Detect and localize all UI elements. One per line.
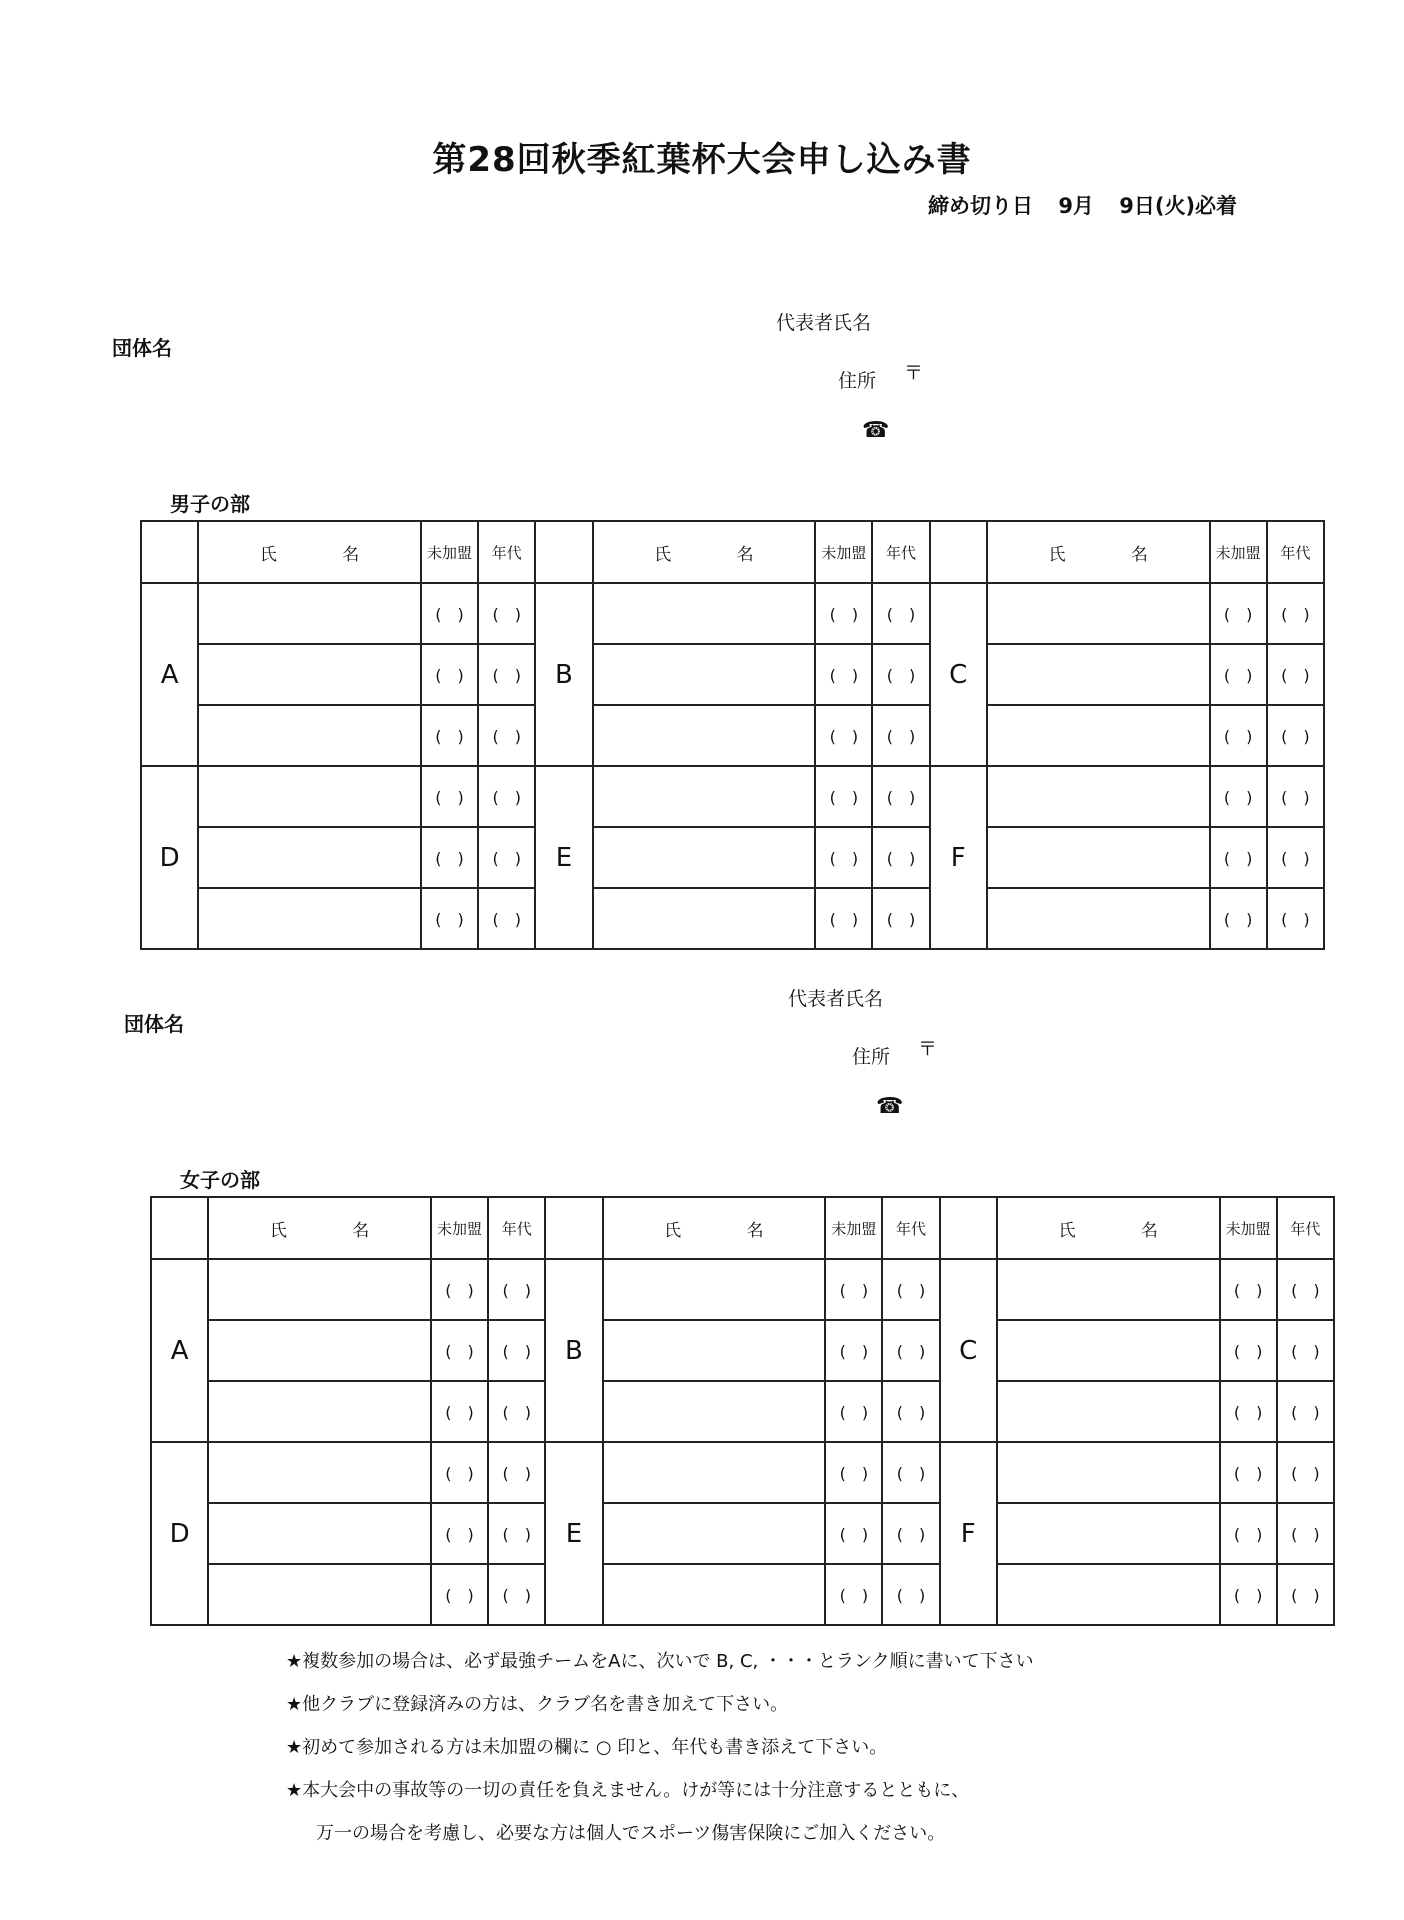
age-field[interactable]: ( ) bbox=[488, 1564, 545, 1625]
name-field[interactable] bbox=[997, 1381, 1220, 1442]
table-row bbox=[151, 1503, 1334, 1564]
unaffiliated-field[interactable]: ( ) bbox=[815, 888, 872, 949]
header-team-col bbox=[545, 1197, 602, 1259]
unaffiliated-field[interactable]: ( ) bbox=[421, 766, 478, 827]
team-label-b: B bbox=[545, 1259, 602, 1442]
name-field[interactable] bbox=[997, 1564, 1220, 1625]
unaffiliated-field[interactable]: ( ) bbox=[431, 1259, 488, 1320]
name-field[interactable] bbox=[593, 644, 816, 705]
unaffiliated-field[interactable]: ( ) bbox=[421, 888, 478, 949]
group-name-label-1: 団体名 bbox=[112, 336, 172, 360]
table-row bbox=[141, 827, 1324, 888]
tel-icon-2: ☎ bbox=[876, 1094, 904, 1119]
rep-name-label-1: 代表者氏名 bbox=[776, 312, 872, 334]
age-field[interactable]: ( ) bbox=[1267, 644, 1324, 705]
name-field[interactable] bbox=[208, 1503, 431, 1564]
deadline-day: 9日(火)必着 bbox=[1119, 194, 1238, 218]
rep-name-label-2: 代表者氏名 bbox=[788, 988, 884, 1010]
name-field[interactable] bbox=[997, 1259, 1220, 1320]
header-name: 氏 名 bbox=[997, 1197, 1220, 1259]
age-field[interactable]: ( ) bbox=[1277, 1259, 1334, 1320]
header-name: 氏 名 bbox=[208, 1197, 431, 1259]
header-team-col bbox=[141, 521, 198, 583]
team-label-e: E bbox=[535, 766, 592, 949]
postal-mark-1: 〒 bbox=[904, 362, 924, 384]
age-field[interactable]: ( ) bbox=[1267, 705, 1324, 766]
name-field[interactable] bbox=[208, 1320, 431, 1381]
age-field[interactable]: ( ) bbox=[488, 1320, 545, 1381]
age-field[interactable]: ( ) bbox=[1277, 1564, 1334, 1625]
unaffiliated-field[interactable]: ( ) bbox=[421, 644, 478, 705]
note-item: ★初めて参加される方は未加盟の欄に ○ 印と、年代も書き添えて下さい。 bbox=[286, 1737, 888, 1758]
name-field[interactable] bbox=[593, 827, 816, 888]
unaffiliated-field[interactable]: ( ) bbox=[825, 1320, 882, 1381]
table-row bbox=[141, 583, 1324, 644]
name-field[interactable] bbox=[208, 1564, 431, 1625]
age-field[interactable]: ( ) bbox=[882, 1503, 939, 1564]
age-field[interactable]: ( ) bbox=[872, 888, 929, 949]
name-field[interactable] bbox=[603, 1381, 826, 1442]
unaffiliated-field[interactable]: ( ) bbox=[431, 1381, 488, 1442]
header-team-col bbox=[151, 1197, 208, 1259]
name-field[interactable] bbox=[198, 888, 421, 949]
men-entry-table bbox=[140, 520, 1325, 950]
name-field[interactable] bbox=[198, 644, 421, 705]
table-row bbox=[141, 888, 1324, 949]
unaffiliated-field[interactable]: ( ) bbox=[815, 827, 872, 888]
unaffiliated-field[interactable]: ( ) bbox=[1210, 583, 1267, 644]
unaffiliated-field[interactable]: ( ) bbox=[1210, 766, 1267, 827]
header-unaffiliated: 未加盟 bbox=[825, 1197, 882, 1259]
name-field[interactable] bbox=[198, 583, 421, 644]
age-field[interactable]: ( ) bbox=[478, 827, 535, 888]
unaffiliated-field[interactable]: ( ) bbox=[1220, 1564, 1277, 1625]
age-field[interactable]: ( ) bbox=[1277, 1442, 1334, 1503]
age-field[interactable]: ( ) bbox=[478, 644, 535, 705]
age-field[interactable]: ( ) bbox=[488, 1259, 545, 1320]
name-field[interactable] bbox=[987, 827, 1210, 888]
name-field[interactable] bbox=[987, 583, 1210, 644]
name-field[interactable] bbox=[997, 1442, 1220, 1503]
header-team-col bbox=[535, 521, 592, 583]
header-unaffiliated: 未加盟 bbox=[1220, 1197, 1277, 1259]
team-label-a: A bbox=[141, 583, 198, 766]
header-age: 年代 bbox=[1267, 521, 1324, 583]
note-item-continuation: 万一の場合を考慮し、必要な方は個人でスポーツ傷害保険にご加入ください。 bbox=[316, 1823, 946, 1844]
age-field[interactable]: ( ) bbox=[1267, 888, 1324, 949]
header-name: 氏 名 bbox=[198, 521, 421, 583]
unaffiliated-field[interactable]: ( ) bbox=[421, 827, 478, 888]
unaffiliated-field[interactable]: ( ) bbox=[825, 1381, 882, 1442]
name-field[interactable] bbox=[198, 705, 421, 766]
name-field[interactable] bbox=[208, 1381, 431, 1442]
note-item: ★他クラブに登録済みの方は、クラブ名を書き加えて下さい。 bbox=[286, 1694, 789, 1715]
name-field[interactable] bbox=[198, 827, 421, 888]
team-label-d: D bbox=[151, 1442, 208, 1625]
header-name: 氏 名 bbox=[987, 521, 1210, 583]
age-field[interactable]: ( ) bbox=[1277, 1503, 1334, 1564]
name-field[interactable] bbox=[603, 1503, 826, 1564]
name-field[interactable] bbox=[603, 1320, 826, 1381]
team-label-f: F bbox=[930, 766, 987, 949]
name-field[interactable] bbox=[593, 888, 816, 949]
unaffiliated-field[interactable]: ( ) bbox=[825, 1503, 882, 1564]
unaffiliated-field[interactable]: ( ) bbox=[815, 766, 872, 827]
unaffiliated-field[interactable]: ( ) bbox=[1220, 1503, 1277, 1564]
header-unaffiliated: 未加盟 bbox=[431, 1197, 488, 1259]
unaffiliated-field[interactable]: ( ) bbox=[1220, 1259, 1277, 1320]
unaffiliated-field[interactable]: ( ) bbox=[421, 583, 478, 644]
name-field[interactable] bbox=[987, 705, 1210, 766]
age-field[interactable]: ( ) bbox=[478, 705, 535, 766]
team-label-a: A bbox=[151, 1259, 208, 1442]
table-row bbox=[141, 644, 1324, 705]
section-title-women: 女子の部 bbox=[180, 1168, 260, 1192]
table-row bbox=[151, 1320, 1334, 1381]
women-entry-table bbox=[150, 1196, 1335, 1626]
tel-icon-1: ☎ bbox=[862, 418, 890, 443]
address-label-2: 住所 bbox=[852, 1046, 891, 1068]
name-field[interactable] bbox=[593, 705, 816, 766]
age-field[interactable]: ( ) bbox=[1267, 766, 1324, 827]
table-row bbox=[151, 1381, 1334, 1442]
unaffiliated-field[interactable]: ( ) bbox=[1210, 888, 1267, 949]
age-field[interactable]: ( ) bbox=[872, 583, 929, 644]
unaffiliated-field[interactable]: ( ) bbox=[825, 1259, 882, 1320]
form-title: 第28回秋季紅葉杯大会申し込み書 bbox=[432, 140, 972, 180]
header-team-col bbox=[930, 521, 987, 583]
deadline bbox=[928, 190, 1255, 220]
unaffiliated-field[interactable]: ( ) bbox=[815, 705, 872, 766]
section-title-men: 男子の部 bbox=[170, 492, 250, 516]
name-field[interactable] bbox=[987, 888, 1210, 949]
team-label-f: F bbox=[940, 1442, 997, 1625]
team-label-c: C bbox=[940, 1259, 997, 1442]
header-unaffiliated: 未加盟 bbox=[1210, 521, 1267, 583]
header-age: 年代 bbox=[882, 1197, 939, 1259]
name-field[interactable] bbox=[593, 766, 816, 827]
team-label-b: B bbox=[535, 583, 592, 766]
name-field[interactable] bbox=[997, 1320, 1220, 1381]
age-field[interactable]: ( ) bbox=[872, 644, 929, 705]
name-field[interactable] bbox=[198, 766, 421, 827]
note-item: ★本大会中の事故等の一切の責任を負えません。けが等には十分注意するとともに、 bbox=[286, 1780, 970, 1801]
name-field[interactable] bbox=[987, 766, 1210, 827]
unaffiliated-field[interactable]: ( ) bbox=[431, 1503, 488, 1564]
name-field[interactable] bbox=[603, 1442, 826, 1503]
age-field[interactable]: ( ) bbox=[478, 583, 535, 644]
table-row bbox=[151, 1564, 1334, 1625]
header-age: 年代 bbox=[488, 1197, 545, 1259]
age-field[interactable]: ( ) bbox=[1267, 583, 1324, 644]
age-field[interactable]: ( ) bbox=[1267, 827, 1324, 888]
age-field[interactable]: ( ) bbox=[488, 1442, 545, 1503]
postal-mark-2: 〒 bbox=[918, 1038, 938, 1060]
header-age: 年代 bbox=[1277, 1197, 1334, 1259]
table-row bbox=[151, 1259, 1334, 1320]
age-field[interactable]: ( ) bbox=[1277, 1381, 1334, 1442]
unaffiliated-field[interactable]: ( ) bbox=[1210, 644, 1267, 705]
name-field[interactable] bbox=[208, 1259, 431, 1320]
header-name: 氏 名 bbox=[593, 521, 816, 583]
deadline-label: 締め切り日 bbox=[928, 194, 1033, 218]
name-field[interactable] bbox=[603, 1564, 826, 1625]
age-field[interactable]: ( ) bbox=[872, 705, 929, 766]
name-field[interactable] bbox=[987, 644, 1210, 705]
unaffiliated-field[interactable]: ( ) bbox=[815, 583, 872, 644]
header-age: 年代 bbox=[872, 521, 929, 583]
name-field[interactable] bbox=[603, 1259, 826, 1320]
header-name: 氏 名 bbox=[603, 1197, 826, 1259]
age-field[interactable]: ( ) bbox=[478, 766, 535, 827]
team-label-e: E bbox=[545, 1442, 602, 1625]
group-name-label-2: 団体名 bbox=[124, 1012, 184, 1036]
age-field[interactable]: ( ) bbox=[1277, 1320, 1334, 1381]
unaffiliated-field[interactable]: ( ) bbox=[1220, 1381, 1277, 1442]
unaffiliated-field[interactable]: ( ) bbox=[815, 644, 872, 705]
notes bbox=[286, 1640, 1034, 1855]
age-field[interactable]: ( ) bbox=[478, 888, 535, 949]
age-field[interactable]: ( ) bbox=[882, 1442, 939, 1503]
age-field[interactable]: ( ) bbox=[882, 1564, 939, 1625]
header-unaffiliated: 未加盟 bbox=[815, 521, 872, 583]
age-field[interactable]: ( ) bbox=[882, 1320, 939, 1381]
name-field[interactable] bbox=[593, 583, 816, 644]
table-row bbox=[141, 705, 1324, 766]
header-team-col bbox=[940, 1197, 997, 1259]
age-field[interactable]: ( ) bbox=[488, 1503, 545, 1564]
unaffiliated-field[interactable]: ( ) bbox=[431, 1320, 488, 1381]
age-field[interactable]: ( ) bbox=[882, 1381, 939, 1442]
unaffiliated-field[interactable]: ( ) bbox=[1220, 1442, 1277, 1503]
age-field[interactable]: ( ) bbox=[872, 766, 929, 827]
age-field[interactable]: ( ) bbox=[872, 827, 929, 888]
unaffiliated-field[interactable]: ( ) bbox=[421, 705, 478, 766]
team-label-d: D bbox=[141, 766, 198, 949]
unaffiliated-field[interactable]: ( ) bbox=[825, 1564, 882, 1625]
age-field[interactable]: ( ) bbox=[488, 1381, 545, 1442]
header-unaffiliated: 未加盟 bbox=[421, 521, 478, 583]
unaffiliated-field[interactable]: ( ) bbox=[431, 1442, 488, 1503]
unaffiliated-field[interactable]: ( ) bbox=[825, 1442, 882, 1503]
note-item: ★複数参加の場合は、必ず最強チームをAに、次いで B, C, ・・・とランク順に書いて下さい bbox=[286, 1651, 1034, 1672]
team-label-c: C bbox=[930, 583, 987, 766]
age-field[interactable]: ( ) bbox=[882, 1259, 939, 1320]
header-age: 年代 bbox=[478, 521, 535, 583]
name-field[interactable] bbox=[208, 1442, 431, 1503]
table-row bbox=[151, 1442, 1334, 1503]
table-row bbox=[141, 766, 1324, 827]
deadline-month: 9月 bbox=[1058, 194, 1094, 218]
unaffiliated-field[interactable]: ( ) bbox=[1210, 705, 1267, 766]
name-field[interactable] bbox=[997, 1503, 1220, 1564]
unaffiliated-field[interactable]: ( ) bbox=[1220, 1320, 1277, 1381]
address-label-1: 住所 bbox=[838, 370, 877, 392]
unaffiliated-field[interactable]: ( ) bbox=[1210, 827, 1267, 888]
unaffiliated-field[interactable]: ( ) bbox=[431, 1564, 488, 1625]
